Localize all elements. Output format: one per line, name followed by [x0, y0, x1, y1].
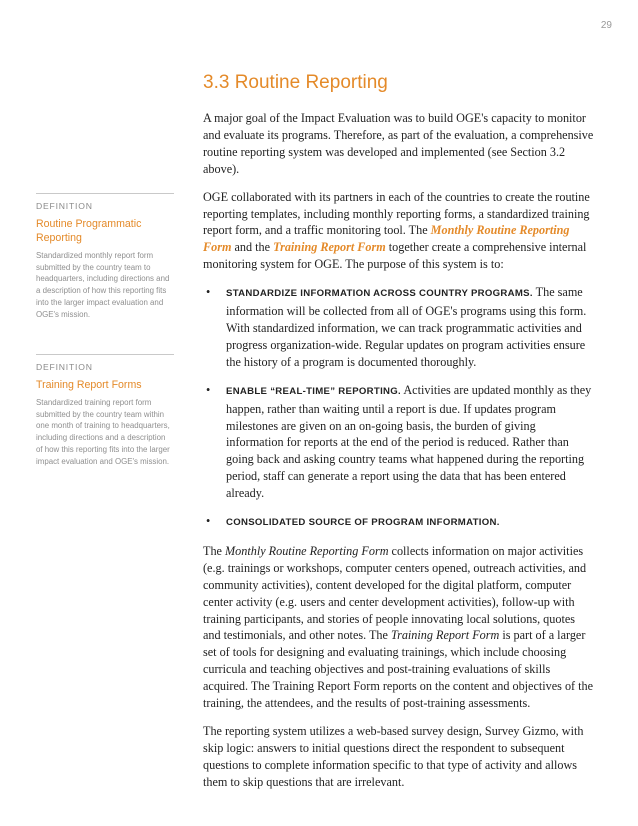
training-form-name: Training Report Form [390, 628, 500, 643]
definition-body: Standardized training report form submitted by the country team within one month of training to headquarters, including directions and a description of how this reporting fits into the larger impact evaluation and OGE's mission. [36, 398, 170, 466]
survey-system-paragraph: The reporting system utilizes a web-based survey design, Survey Gizmo, with skip logic: answers to initial questions direct the respondent to subsequent questions to complete information specific to that type of activity and allows them to skip questions that are irrelevant. [203, 724, 584, 789]
definition-box-training-report [36, 354, 174, 467]
bullet-lead: ENABLE “REAL-TIME” REPORTING. [226, 385, 401, 397]
purpose-list [203, 284, 595, 532]
list-item: • STANDARDIZE INFORMATION ACROSS COUNTRY PROGRAMS. The same information will be collected from all of OGE's programs using this form. With standardized information, we can track programmatic activities and progress organization-wide. Regular updates on program activities ensure the history of a program is documented thoroughly. [206, 285, 587, 369]
definition-label: DEFINITION [36, 362, 93, 372]
list-item: • ENABLE “REAL-TIME” REPORTING. Activities are updated monthly as they happen, rather than waiting until a report is due. If updates program milestones are given on an on-going basis, the burden of giving information for reports at the end of the period is reduced. Rather than going back and asking country teams what happened during the reporting period, staff can generate a report using the data that has been entered already. [206, 382, 592, 501]
definition-box-routine-reporting [36, 193, 174, 320]
monthly-form-highlight: Monthly Routine Reporting Form [203, 223, 570, 255]
definition-divider [36, 354, 174, 355]
forms-description-paragraph: The Monthly Routine Reporting Form collects information on major activities (e.g. trainings or workshops, computer centers opened, outreach activities, and community activities), content developed for the digital platform, computer center activity (e.g. users and center development activities), follow-up with training participants, and stories of people innovating local solutions, quotes and testimonials, and other notes. The Training Report Form is part of a larger set of tools for designing and evaluating trainings, which include choosing curricula and teaching objectives and post-training evaluations of skills acquired. The Training Report Form reports on the content and objectives of the training, the attendees, and the results of post-training assessments. [203, 543, 594, 711]
intro-paragraph: A major goal of the Impact Evaluation was to build OGE's capacity to monitor and evaluate its programs. Therefore, as part of the evaluation, a comprehensive routine reporting system was developed and implemented (see Section 3.2 above). [203, 111, 594, 176]
definition-title: Training Report Forms [36, 379, 142, 391]
definition-title: Routine Programmatic Reporting [36, 218, 142, 244]
bullet-lead: STANDARDIZE INFORMATION ACROSS COUNTRY PROGRAMS. [226, 288, 533, 300]
page-number: 29 [600, 20, 612, 31]
bullet-icon: • [206, 514, 211, 529]
bullet-lead: CONSOLIDATED SOURCE OF PROGRAM INFORMATION. [226, 517, 500, 529]
bullet-icon: • [206, 382, 211, 397]
monthly-form-name: Monthly Routine Reporting Form [225, 543, 389, 558]
training-form-highlight: Training Report Form [273, 240, 386, 255]
definition-divider [36, 193, 174, 194]
definition-label: DEFINITION [36, 201, 93, 211]
definition-body: Standardized monthly report form submitted by the country team to headquarters, including directions and a description of how this reporting fits into the larger impact evaluation and OGE's mission. [36, 251, 170, 319]
list-item [203, 513, 595, 532]
bullet-icon: • [206, 285, 211, 300]
main-content [203, 110, 595, 802]
collaboration-paragraph: OGE collaborated with its partners in each of the countries to create the routine reporting templates, including monthly reporting forms, a standardized training report form, and a traffic monitoring tool. The Monthly Routine Reporting Form and the Training Report Form together create a comprehensive internal monitoring system for OGE. The purpose of this system is to: [203, 189, 590, 272]
section-title: 3.3 Routine Reporting [203, 72, 388, 93]
